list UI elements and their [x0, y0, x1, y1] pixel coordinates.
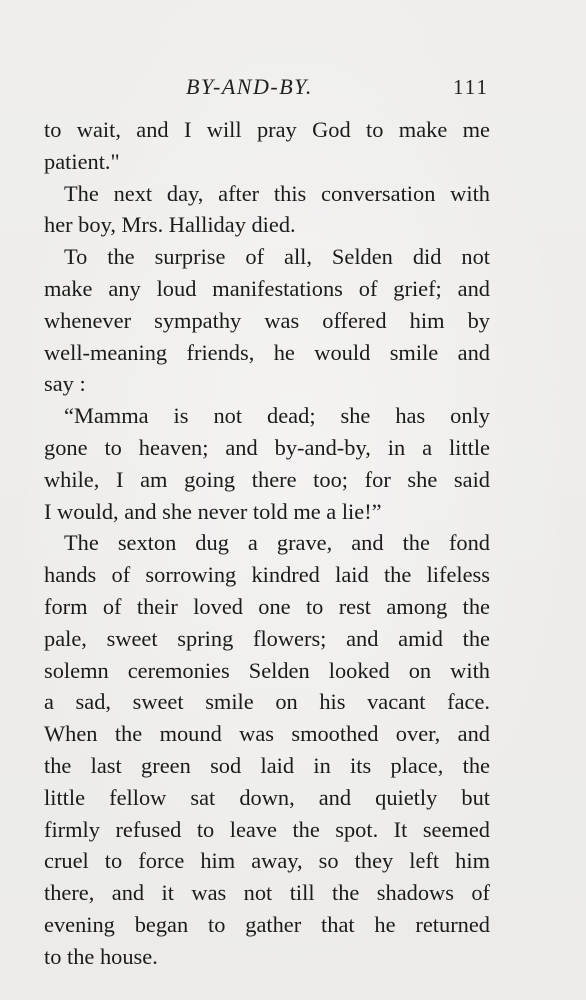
text-line: while, I am going there too; for she said	[44, 466, 490, 492]
text-line: The next day, after this conversation with	[64, 180, 490, 206]
text-line: her boy, Mrs. Halliday died.	[44, 212, 296, 238]
text-line: form of their loved one to rest among the	[44, 593, 490, 619]
text-line: When the mound was smoothed over, and	[44, 721, 490, 747]
text-line: To the surprise of all, Selden did not	[64, 244, 490, 270]
text-line: patient."	[44, 148, 120, 174]
text-line: solemn ceremonies Selden looked on with	[44, 657, 490, 683]
text-line: to the house.	[44, 943, 158, 969]
text-line: well-meaning friends, he would smile and	[44, 339, 490, 365]
running-head-title: BY-AND-BY.	[186, 74, 313, 99]
text-line: there, and it was not till the shadows of	[44, 880, 490, 906]
body-text	[44, 114, 490, 973]
page-number: 111	[453, 75, 489, 99]
text-line: “Mamma is not dead; she has only	[64, 403, 490, 429]
text-line: little fellow sat down, and quietly but	[44, 784, 490, 810]
text-line: firmly refused to leave the spot. It seemed	[44, 816, 490, 842]
text-line: to wait, and I will pray God to make me	[44, 117, 490, 142]
text-line: pale, sweet spring flowers; and amid the	[44, 625, 490, 651]
text-line: make any loud manifestations of grief; and	[44, 275, 490, 301]
text-line: the last green sod laid in its place, the	[44, 752, 490, 778]
text-line: I would, and she never told me a lie!”	[44, 498, 382, 524]
text-line: whenever sympathy was offered him by	[44, 307, 490, 333]
text-line: The sexton dug a grave, and the fond	[64, 530, 490, 556]
text-line: gone to heaven; and by-and-by, in a little	[44, 434, 490, 460]
running-head	[0, 70, 586, 102]
text-line: evening began to gather that he returned	[44, 911, 490, 937]
text-line: hands of sorrowing kindred laid the lifeless	[44, 562, 490, 588]
text-line: say :	[44, 371, 86, 397]
text-line: a sad, sweet smile on his vacant face.	[44, 689, 490, 715]
text-line: cruel to force him away, so they left him	[44, 848, 490, 874]
